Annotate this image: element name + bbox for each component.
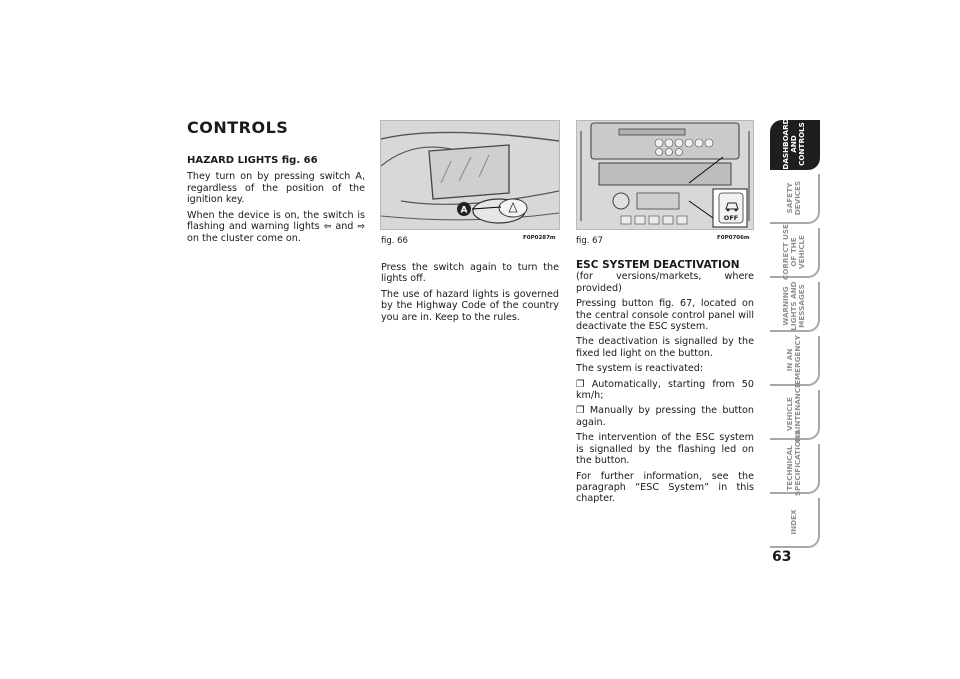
tab-vehicle-maintenance[interactable]: VEHICLE MAINTENANCE <box>770 390 820 440</box>
esc-paragraph-4: The intervention of the ESC system is signalled by the flashing led on the button. <box>576 432 754 467</box>
hazard-switch-illustration <box>381 121 559 229</box>
esc-bullet-1: ❐ Automatically, starting from 50 km/h; <box>576 378 754 402</box>
section-heading: CONTROLS <box>187 118 289 137</box>
figure-67-esc-button <box>576 120 754 230</box>
esc-paragraph-1: Pressing button fig. 67, located on the central console control panel will deactivate the ESC system. <box>576 298 754 333</box>
tab-correct-use[interactable]: CORRECT USE OF THE VEHICLE <box>770 228 820 278</box>
esc-title: ESC SYSTEM DEACTIVATION <box>576 259 740 271</box>
tab-index[interactable]: INDEX <box>770 498 820 548</box>
esc-paragraph-3: The system is reactivated: <box>576 363 704 375</box>
subheading-hazard: HAZARD LIGHTS fig. 66 <box>187 155 318 166</box>
tab-dashboard-and-controls[interactable]: DASHBOARD AND CONTROLS <box>770 120 820 170</box>
figure-66-code: F0P0287m <box>523 235 556 241</box>
column-hazard-continued <box>381 262 559 327</box>
tab-in-an-emergency[interactable]: IN AN EMERGENCY <box>770 336 820 386</box>
hazard-paragraph-4: The use of hazard lights is governed by the Highway Code of the country you are in. Keep to the rules. <box>381 288 559 323</box>
figure-67-caption: fig. 67 <box>576 236 603 246</box>
console-illustration <box>577 121 753 229</box>
hazard-paragraph-1: They turn on by pressing switch A, regardless of the position of the ignition key. <box>187 171 365 206</box>
checkbox-bullet-icon: ❐ <box>576 378 592 390</box>
esc-paragraph-5: For further information, see the paragraph “ESC System” in this chapter. <box>576 470 754 505</box>
hazard-paragraph-2: When the device is on, the switch is flashing and warning lights ⇦ and ⇨ on the cluster come on. <box>187 209 365 245</box>
hazard-paragraph-3: Press the switch again to turn the lights off. <box>381 262 559 285</box>
page-number: 63 <box>772 549 792 565</box>
callout-a-label: A <box>460 205 468 216</box>
esc-off-button-label: OFF <box>723 214 739 222</box>
column-esc-deactivation <box>576 260 754 509</box>
tab-warning-lights[interactable]: WARNING LIGHTS AND MESSAGES <box>770 282 820 332</box>
esc-bullet-2: ❐ Manually by pressing the button again. <box>576 405 754 428</box>
esc-paragraph-2: The deactivation is signalled by the fixed led light on the button. <box>576 336 754 359</box>
figure-67-code: F0P0706m <box>717 235 750 241</box>
tab-safety-devices[interactable]: SAFETY DEVICES <box>770 174 820 224</box>
checkbox-bullet-icon: ❐ <box>576 405 590 417</box>
turn-left-arrow-icon: ⇦ <box>323 222 332 233</box>
esc-note: (for versions/markets, where provided) <box>576 271 754 294</box>
figure-66-hazard-switch <box>380 120 560 230</box>
figure-66-caption: fig. 66 <box>381 236 408 246</box>
turn-right-arrow-icon: ⇨ <box>357 222 365 233</box>
column-hazard-lights <box>187 155 365 249</box>
tab-technical-specifications[interactable]: TECHNICAL SPECIFICATIONS <box>770 444 820 494</box>
